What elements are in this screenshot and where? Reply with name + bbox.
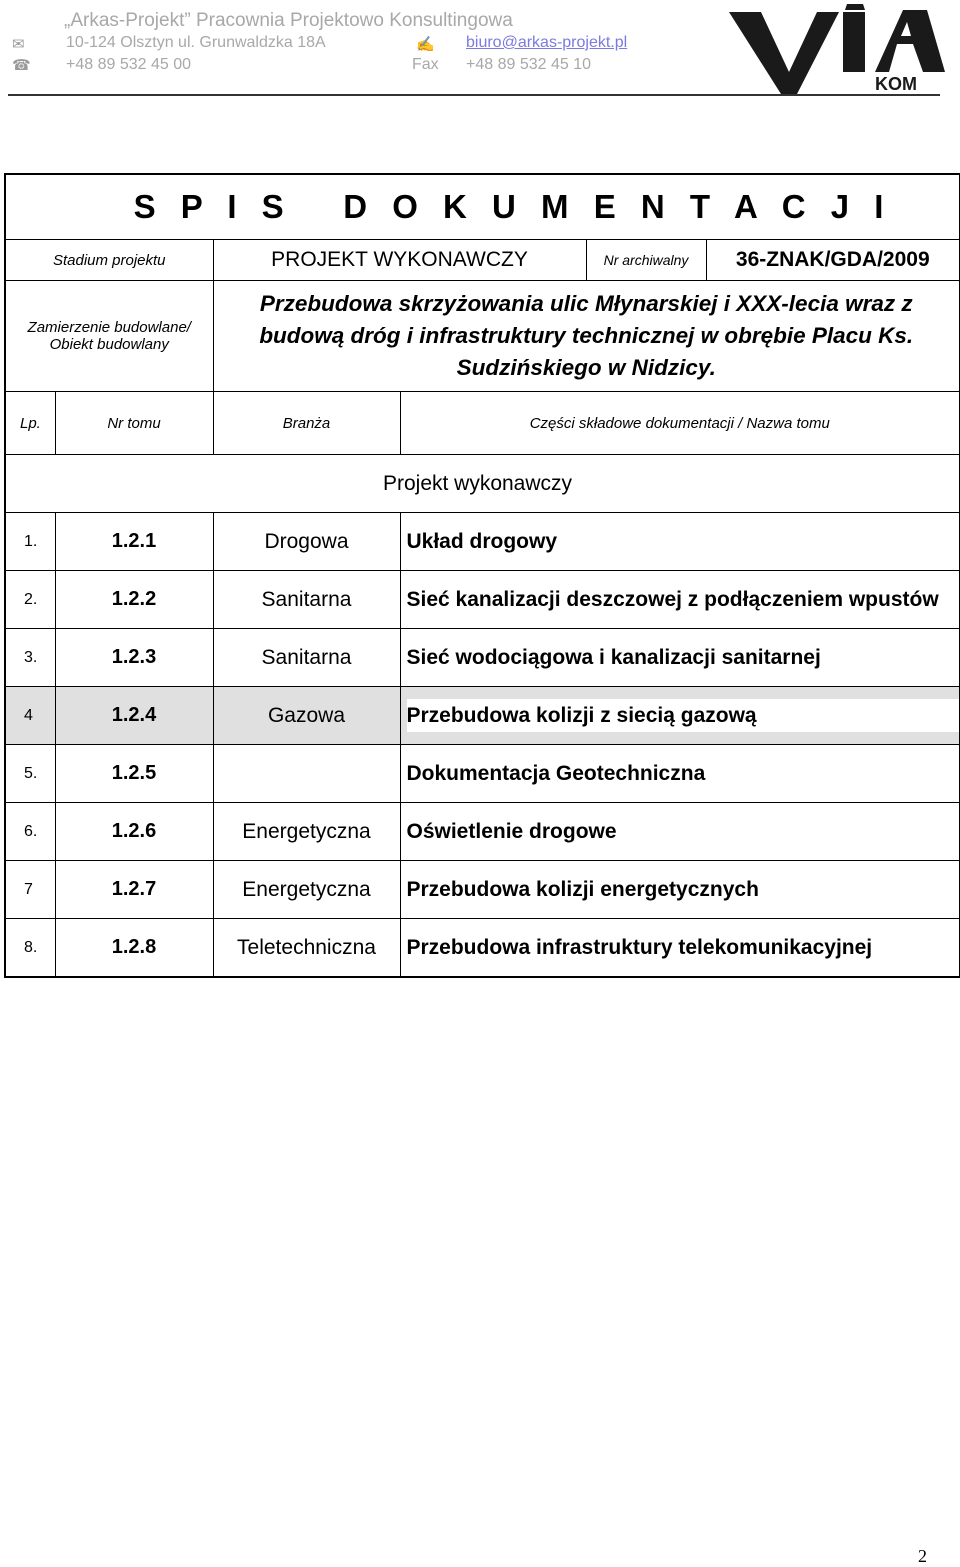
- letterhead: [0, 0, 960, 100]
- row-nazwa: Przebudowa kolizji z siecią gazową: [400, 687, 960, 745]
- row-nr-tomu: 1.2.3: [55, 629, 213, 687]
- stadium-value: PROJEKT WYKONAWCZY: [213, 240, 586, 281]
- row-nazwa: Układ drogowy: [400, 513, 960, 571]
- section-heading: Projekt wykonawczy: [5, 455, 960, 513]
- column-header-branza: Branża: [213, 392, 400, 455]
- row-branza: Energetyczna: [213, 803, 400, 861]
- row-lp: 8.: [5, 919, 55, 978]
- table-row: [5, 803, 960, 861]
- table-row: [5, 629, 960, 687]
- row-lp: 5.: [5, 745, 55, 803]
- fax-label: Fax: [412, 56, 439, 73]
- row-nazwa: Sieć kanalizacji deszczowej z podłączeniem wpustów: [400, 571, 960, 629]
- phone-icon: ☎: [12, 57, 31, 74]
- table-row: [5, 571, 960, 629]
- table-row: [5, 687, 960, 745]
- phone-number: +48 89 532 45 00: [66, 56, 192, 73]
- row-nr-tomu: 1.2.6: [55, 803, 213, 861]
- object-description: Przebudowa skrzyżowania ulic Młynarskiej i XXX-lecia wraz z budową dróg i infrastruktury technicznej w obrębie Placu Ks. Sudzińskiego w Nidzicy.: [213, 281, 960, 392]
- email-link[interactable]: biuro@arkas-projekt.pl: [466, 34, 628, 51]
- envelope-icon: ✉: [12, 36, 25, 53]
- document-title: S P I S D O K U M E N T A C J I: [5, 174, 960, 240]
- row-nr-tomu: 1.2.5: [55, 745, 213, 803]
- viakom-logo: [725, 2, 945, 94]
- row-nr-tomu: 1.2.7: [55, 861, 213, 919]
- header-rule: [8, 94, 940, 96]
- documentation-table: [4, 173, 960, 978]
- row-nr-tomu: 1.2.8: [55, 919, 213, 978]
- company-address: 10-124 Olsztyn ul. Grunwaldzka 18A: [66, 34, 326, 51]
- logo-text: KOM: [875, 74, 917, 94]
- fax-number: +48 89 532 45 10: [466, 56, 592, 73]
- row-nazwa: Przebudowa kolizji energetycznych: [400, 861, 960, 919]
- stadium-label: Stadium projektu: [5, 240, 213, 281]
- row-branza: Teletechniczna: [213, 919, 400, 978]
- row-nazwa: Sieć wodociągowa i kanalizacji sanitarnej: [400, 629, 960, 687]
- row-lp: 2.: [5, 571, 55, 629]
- mail-pen-icon: ✍: [416, 36, 435, 53]
- company-name: „Arkas-Projekt” Pracownia Projektowo Konsultingowa: [64, 10, 513, 31]
- row-lp: 3.: [5, 629, 55, 687]
- column-header-nr-tomu: Nr tomu: [55, 392, 213, 455]
- row-branza: Drogowa: [213, 513, 400, 571]
- row-branza: Energetyczna: [213, 861, 400, 919]
- object-label: Zamierzenie budowlane/ Obiekt budowlany: [5, 281, 213, 392]
- row-branza: Gazowa: [213, 687, 400, 745]
- column-header-lp: Lp.: [5, 392, 55, 455]
- table-row: [5, 919, 960, 978]
- archive-value: 36-ZNAK/GDA/2009: [706, 240, 960, 281]
- row-lp: 7: [5, 861, 55, 919]
- row-nr-tomu: 1.2.4: [55, 687, 213, 745]
- archive-label: Nr archiwalny: [586, 240, 706, 281]
- table-row: [5, 513, 960, 571]
- row-nazwa: Oświetlenie drogowe: [400, 803, 960, 861]
- table-row: [5, 745, 960, 803]
- row-lp: 6.: [5, 803, 55, 861]
- row-branza: Sanitarna: [213, 571, 400, 629]
- column-header-nazwa: Części składowe dokumentacji / Nazwa tomu: [400, 392, 960, 455]
- row-nr-tomu: 1.2.2: [55, 571, 213, 629]
- row-branza: [213, 745, 400, 803]
- row-lp: 1.: [5, 513, 55, 571]
- row-nazwa: Przebudowa infrastruktury telekomunikacyjnej: [400, 919, 960, 978]
- page-number: 2: [918, 1546, 927, 1566]
- row-lp: 4: [5, 687, 55, 745]
- row-nr-tomu: 1.2.1: [55, 513, 213, 571]
- row-branza: Sanitarna: [213, 629, 400, 687]
- table-row: [5, 861, 960, 919]
- row-nazwa: Dokumentacja Geotechniczna: [400, 745, 960, 803]
